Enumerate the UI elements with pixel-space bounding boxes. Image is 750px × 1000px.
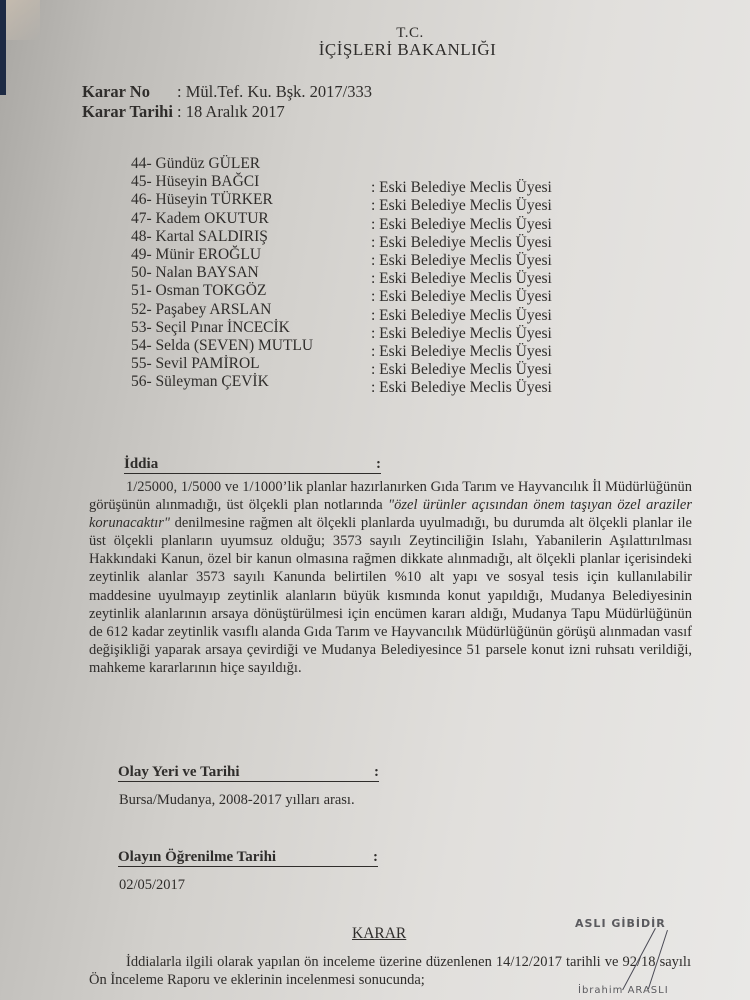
member-role: : Eski Belediye Meclis Üyesi	[371, 379, 552, 397]
member-name: 56- Süleyman ÇEVİK	[131, 373, 269, 391]
member-name: 50- Nalan BAYSAN	[131, 264, 259, 282]
olay-yeri-heading	[118, 764, 379, 782]
member-name: 52- Paşabey ARSLAN	[131, 300, 272, 318]
header-tc: T.C.	[396, 25, 424, 41]
asli-gibidir-stamp: ASLI GİBİDİR	[575, 917, 666, 930]
member-role: : Eski Belediye Meclis Üyesi	[371, 306, 552, 324]
member-row	[131, 155, 571, 173]
olay-yeri-heading-label: Olay Yeri ve Tarihi	[118, 764, 240, 780]
karar-heading: KARAR	[352, 925, 407, 942]
member-list	[131, 155, 571, 397]
member-name: 48- Kartal SALDIRIŞ	[131, 227, 268, 245]
member-name: 46- Hüseyin TÜRKER	[131, 191, 273, 209]
document-header	[0, 25, 750, 60]
iddia-heading	[124, 456, 381, 474]
karar-paragraph: İddialarla ilgili olarak yapılan ön inceleme üzerine düzenlenen 14/12/2017 tarihli ve 92/18 sayılı Ön İnceleme Raporu ve eklerinin incelenmesi sonucunda;	[89, 954, 691, 989]
ogrenilme-value: 02/05/2017	[119, 877, 186, 893]
signatory-name: İbrahim ARASLI	[578, 985, 669, 996]
olay-yeri-value: Bursa/Mudanya, 2008-2017 yılları arası.	[119, 792, 355, 808]
member-role: : Eski Belediye Meclis Üyesi	[371, 361, 552, 379]
iddia-heading-colon: :	[376, 456, 381, 472]
karar-tarihi-value: : 18 Aralık 2017	[177, 102, 285, 121]
decision-meta	[82, 82, 372, 122]
member-name: 45- Hüseyin BAĞCI	[131, 173, 260, 191]
member-role: : Eski Belediye Meclis Üyesi	[371, 215, 552, 233]
karar-tarihi-label: Karar Tarihi	[82, 102, 173, 121]
ogrenilme-heading	[118, 849, 378, 867]
member-name: 54- Selda (SEVEN) MUTLU	[131, 336, 314, 354]
ogrenilme-heading-label: Olayın Öğrenilme Tarihi	[118, 849, 277, 865]
iddia-heading-label: İddia	[124, 456, 159, 472]
iddia-text-2: denilmesine rağmen alt ölçekli planlarda uyulmadığı, bu durumda alt ölçekli planlar ile üst ölçekli planların uyumsuz olduğu; 3573 sayılı Zeytinciliğin Islahı, Yabanilerin Aşılattırılması Hakkındaki Kanun, özel bir kanun olmasına rağmen dikkate alınmadığı, alt ölçekli planlar içerisindeki zeytinlik alanlar 3573 sayılı Kanunda belirtilen %10 alt yapı ve sosyal tesis için kullanılabilir maddesine uyulmayıp zeytinlik alanların büyük kısmında konut yapıldığı, Mudanya Belediyesinin zeytinlik alanlarının arsaya dönüştürülmesi için encümen kararı aldığı, Mudanya Tapu Müdürlüğünün de 612 kadar zeytinlik vasıflı alanda Gıda Tarım ve Hayvancılık Müdürlüğünün görüşü alınmadan vasıf değişikliği yaparak arsaya çevirdiği ve Mudanya Belediyesince 51 parsele konut izni ruhsatı verildiği, mahkeme kararlarının hiçe sayıldığı.	[89, 515, 692, 676]
member-role: : Eski Belediye Meclis Üyesi	[371, 270, 552, 288]
member-row	[131, 173, 571, 197]
member-name: 44- Gündüz GÜLER	[131, 155, 261, 172]
karar-no-label: Karar No	[82, 82, 150, 101]
member-role: : Eski Belediye Meclis Üyesi	[371, 324, 552, 342]
iddia-text-1: 1/25000, 1/5000 ve 1/1000’lik planlar hazırlanırken Gıda Tarım ve Hayvancılık İl Müdürlüğünün görüşünün alınmadığı, üst ölçekli plan notlarında	[89, 479, 692, 514]
member-name: 51- Osman TOKGÖZ	[131, 282, 267, 300]
header-ministry: İÇİŞLERİ BAKANLIĞI	[318, 40, 497, 59]
member-role: : Eski Belediye Meclis Üyesi	[371, 288, 552, 306]
member-role: : Eski Belediye Meclis Üyesi	[371, 233, 552, 251]
member-name: 49- Münir EROĞLU	[131, 245, 262, 263]
iddia-paragraph	[89, 478, 692, 677]
ogrenilme-heading-colon: :	[373, 849, 378, 865]
member-name: 55- Sevil PAMİROL	[131, 355, 260, 373]
karar-no-value: : Mül.Tef. Ku. Bşk. 2017/333	[177, 82, 373, 101]
member-role: : Eski Belediye Meclis Üyesi	[371, 251, 552, 269]
member-role: : Eski Belediye Meclis Üyesi	[371, 179, 552, 197]
member-name: 47- Kadem OKUTUR	[131, 209, 269, 227]
olay-yeri-heading-colon: :	[374, 764, 379, 780]
iddia-text-quote: "özel ürünler açısından önem taşıyan özel araziler korunacaktır"	[89, 497, 692, 532]
member-name: 53- Seçil Pınar İNCECİK	[131, 318, 290, 336]
member-role: : Eski Belediye Meclis Üyesi	[371, 342, 552, 360]
member-role: : Eski Belediye Meclis Üyesi	[371, 197, 552, 215]
